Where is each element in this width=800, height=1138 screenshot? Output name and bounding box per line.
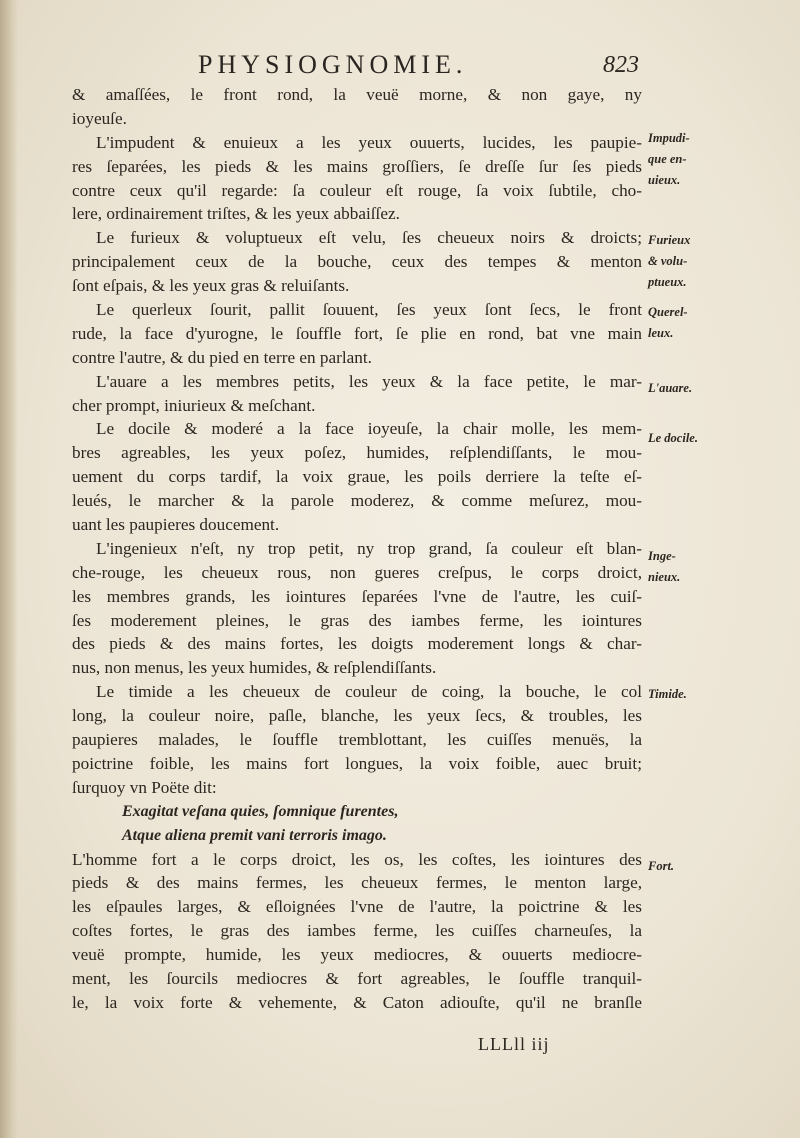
note-querelleux — [648, 302, 798, 344]
text-line: contre l'autre, & du pied en terre en parlant. — [72, 347, 372, 367]
note-fort — [648, 856, 798, 877]
text-line: L'ingenieux n'eſt, ny trop petit, ny trop grand, ſa couleur eſt blan- — [96, 538, 642, 558]
text-line: lere, ordinairement triſtes, & les yeux abbaiſſez. — [72, 204, 400, 224]
text-line: ment, les ſourcils mediocres & fort agreables, le ſouffle tranquil- — [72, 968, 642, 988]
note-impudique — [648, 128, 798, 191]
text-line: le, la voix forte & vehemente, & Caton adiouſte, qu'il ne branſle — [72, 992, 642, 1012]
running-title: PHYSIOGNOMIE. — [198, 50, 468, 79]
text-line: uant les paupieres doucement. — [72, 515, 280, 535]
text-line: L'impudent & enuieux a les yeux ouuerts, lucides, les paupie- — [96, 132, 642, 152]
margin-note-line: que en- — [648, 152, 687, 166]
margin-note-line: nieux. — [648, 570, 681, 584]
margin-note-line: L'auare. — [648, 381, 693, 395]
margin-note-line: Le docile. — [648, 431, 698, 445]
margin-note-line: uieux. — [648, 173, 681, 187]
text-line: ſes moderement pleines, le gras des iambes ferme, les iointures — [72, 610, 642, 630]
margin-note-line: Timide. — [648, 687, 687, 701]
text-line: che-rouge, les cheueux rous, non gueres creſpus, le corps droict, — [72, 562, 642, 582]
text-line: paupieres malades, le ſouffle tremblottant, les cuiſſes menuës, la — [72, 730, 642, 750]
text-line: contre ceux qu'il regarde: ſa couleur eſt rouge, ſa voix ſubtile, cho- — [72, 180, 642, 200]
text-line: Le querleux ſourit, pallit ſouuent, ſes yeux ſont ſecs, le front — [96, 300, 642, 320]
text-line: principalement ceux de la bouche, ceux des tempes & menton — [72, 252, 642, 272]
margin-note-line: Inge- — [648, 549, 676, 563]
text-line: leués, le marcher & la parole moderez, & comme meſurez, mou- — [72, 491, 642, 511]
text-line: les membres grands, les iointures ſeparées l'vne de l'autre, les cuiſ- — [72, 586, 642, 606]
text-line: ioyeuſe. — [72, 108, 127, 128]
text-line: pieds & des mains fermes, les cheueux fermes, le menton large, — [72, 873, 642, 893]
text-line: des pieds & des mains fortes, les doigts moderement longs & char- — [72, 634, 642, 654]
note-auare — [648, 378, 798, 399]
margin-note-line: Impudi- — [648, 131, 690, 145]
text-line: ſurquoy vn Poëte dit: — [72, 777, 217, 797]
margin-note-line: & volu- — [648, 254, 688, 268]
main-text — [72, 83, 642, 1015]
text-line: ſont eſpais, & les yeux gras & reluiſants. — [72, 276, 350, 296]
text-line: bres agreables, les yeux poſez, humides, reſplendiſſants, le mou- — [72, 443, 642, 463]
text-line: veuë prompte, humide, les yeux mediocres, & ouuerts mediocre- — [72, 945, 642, 965]
note-timide — [648, 684, 798, 705]
text-line: Le furieux & voluptueux eſt velu, ſes cheueux noirs & droicts; — [96, 228, 642, 248]
page-number: 823 — [603, 52, 639, 78]
margin-note-line: Querel- — [648, 305, 688, 319]
text-line: Le timide a les cheueux de couleur de coing, la bouche, le col — [96, 682, 642, 702]
margin-note-line: ptueux. — [648, 275, 687, 289]
text-line: & amaſſées, le front rond, la veuë morne, & non gaye, ny — [72, 85, 642, 104]
text-line: long, la couleur noire, paſle, blanche, les yeux ſecs, & troubles, les — [72, 706, 642, 726]
margin-note-line: Fort. — [648, 859, 675, 873]
verse-line: Exagitat veſana quies, ſomnique furentes, — [122, 802, 399, 820]
page-spine-shadow — [0, 0, 18, 1138]
note-ingenieux — [648, 546, 798, 588]
text-line: cher prompt, iniurieux & meſchant. — [72, 395, 316, 415]
text-line: Le docile & moderé a la face ioyeuſe, la chair molle, les mem- — [96, 419, 642, 439]
text-line: res ſeparées, les pieds & les mains groſſiers, ſe dreſſe ſur ſes pieds — [72, 156, 642, 176]
text-line: rude, la face d'yurogne, le ſouffle fort, ſe plie en rond, bat vne main — [72, 323, 642, 343]
margin-note-line: Furieux — [648, 233, 691, 247]
margin-note-line: leux. — [648, 326, 674, 340]
text-line: coſtes fortes, le gras des iambes ferme, les cuiſſes charneuſes, la — [72, 921, 642, 941]
note-docile — [648, 428, 798, 449]
note-furieux — [648, 230, 798, 293]
text-line: nus, non menus, les yeux humides, & reſplendiſſants. — [72, 658, 437, 678]
text-line: uement du corps tardif, la voix graue, les poils derriere la teſte eſ- — [72, 467, 642, 487]
page-header — [0, 50, 800, 86]
text-line: les eſpaules larges, & eſloignées l'vne de l'autre, la poictrine & les — [72, 897, 642, 917]
text-line: poictrine foible, les mains fort longues, la voix foible, auec bruit; — [72, 753, 642, 773]
text-line: L'homme fort a le corps droict, les os, les coſtes, les iointures des — [72, 849, 642, 869]
verse-line: Atque aliena premit vani terroris imago. — [122, 826, 387, 844]
signature-mark: LLLll iij — [478, 1034, 550, 1054]
text-line: L'auare a les membres petits, les yeux & la face petite, le mar- — [96, 371, 642, 391]
